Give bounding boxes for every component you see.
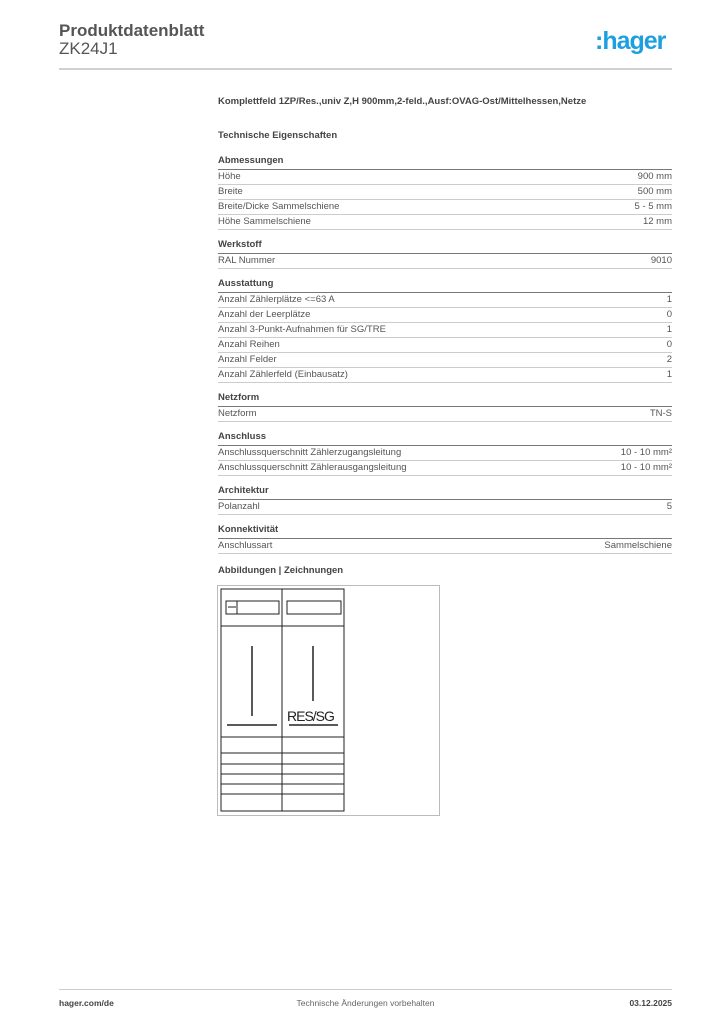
property-label: Anzahl Zählerfeld (Einbausatz) [218,369,348,380]
property-label: Anzahl Felder [218,354,277,365]
property-value: 500 mm [637,186,672,197]
property-value: 2 [666,354,672,365]
figures-heading: Abbildungen | Zeichnungen [218,565,344,576]
footer-notice: Technische Änderungen vorbehalten [296,998,435,1008]
properties-table [218,155,672,563]
section-title: Werkstoff [218,239,672,254]
property-value: Sammelschiene [604,540,672,551]
property-label: Anschlussquerschnitt Zählerausgangsleitung [218,462,407,473]
property-value: 1 [666,294,672,305]
property-label: Breite/Dicke Sammelschiene [218,201,340,212]
property-value: 5 - 5 mm [634,201,672,212]
section-title: Ausstattung [218,278,672,293]
property-value: 10 - 10 mm² [620,462,672,473]
property-label: Höhe [218,171,241,182]
property-label: Anzahl Reihen [218,339,280,350]
table-row [218,254,672,269]
table-row [218,200,672,215]
property-value: 1 [666,369,672,380]
section-ausstattung [218,278,672,383]
footer [59,989,672,1008]
section-architektur [218,485,672,515]
property-value: 12 mm [642,216,672,227]
section-title: Konnektivität [218,524,672,539]
footer-website-link[interactable]: hager.com/de [59,998,114,1008]
product-code: ZK24J1 [59,39,118,58]
table-row [218,170,672,185]
table-row [218,308,672,323]
footer-date: 03.12.2025 [629,998,672,1008]
technical-drawing [217,585,441,817]
table-row [218,293,672,308]
section-abmessungen [218,155,672,230]
table-row [218,446,672,461]
property-value: 1 [666,324,672,335]
property-label: Breite [218,186,243,197]
section-konnektivität [218,524,672,554]
property-label: Netzform [218,408,257,419]
property-value: TN-S [649,408,672,419]
tech-heading: Technische Eigenschaften [218,130,338,141]
property-value: 9010 [650,255,672,266]
header-divider [59,68,672,70]
section-anschluss [218,431,672,476]
table-row [218,215,672,230]
table-row [218,338,672,353]
property-value: 900 mm [637,171,672,182]
property-label: Höhe Sammelschiene [218,216,311,227]
drawing-label: RES/SG [287,708,334,724]
property-value: 10 - 10 mm² [620,447,672,458]
table-row [218,323,672,338]
property-label: Anzahl Zählerplätze <=63 A [218,294,335,305]
section-title: Abmessungen [218,155,672,170]
property-label: Anschlussquerschnitt Zählerzugangsleitung [218,447,402,458]
product-description: Komplettfeld 1ZP/Res.,univ Z,H 900mm,2-feld.,Ausf:OVAG-Ost/Mittelhessen,Netze [218,96,587,107]
section-title: Architektur [218,485,672,500]
section-netzform [218,392,672,422]
property-label: Anzahl 3-Punkt-Aufnahmen für SG/TRE [218,324,386,335]
hager-logo: :hager [595,27,666,55]
property-label: Anzahl der Leerplätze [218,309,311,320]
table-row [218,407,672,422]
property-value: 5 [666,501,672,512]
table-row [218,353,672,368]
property-label: Anschlussart [218,540,273,551]
table-row [218,500,672,515]
property-label: RAL Nummer [218,255,276,266]
table-row [218,368,672,383]
property-value: 0 [666,309,672,320]
property-label: Polanzahl [218,501,260,512]
section-title: Netzform [218,392,672,407]
section-title: Anschluss [218,431,672,446]
table-row [218,539,672,554]
table-row [218,185,672,200]
section-werkstoff [218,239,672,269]
table-row [218,461,672,476]
page-title: Produktdatenblatt [59,21,205,40]
property-value: 0 [666,339,672,350]
